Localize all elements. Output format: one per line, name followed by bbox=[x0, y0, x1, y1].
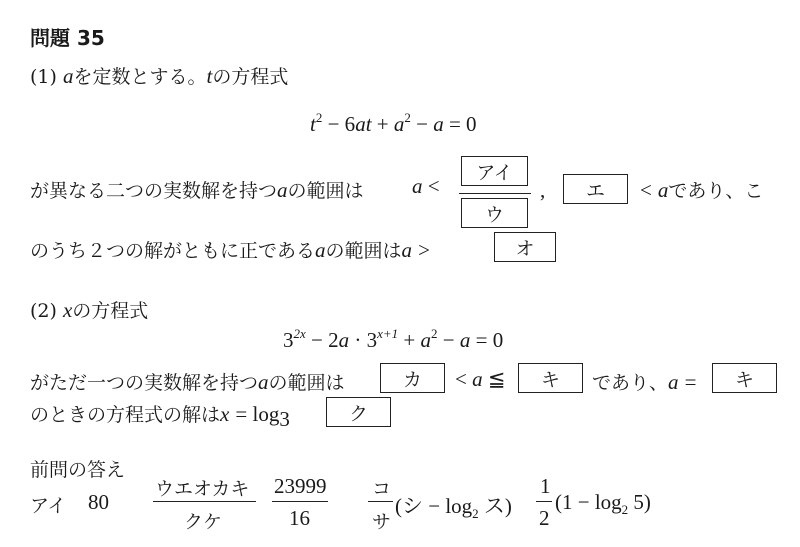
equation-2: $3^{2x} - 2a \cdot 3^{x+1} + a^2 - a = 0$ bbox=[283, 326, 504, 352]
part1-line2-text: が異なる二つの実数解を持つaの範囲は bbox=[30, 178, 364, 202]
answer-box-ku[interactable]: ク bbox=[326, 397, 391, 427]
part2-line2-text: がただ一つの実数解を持つaの範囲は bbox=[30, 370, 345, 394]
answer-box-ki[interactable]: キ bbox=[518, 363, 583, 393]
previous-answers-heading: 前問の答え bbox=[30, 459, 126, 481]
answer-frac2-bar bbox=[272, 501, 328, 502]
answer-box-ka[interactable]: カ bbox=[380, 363, 445, 393]
part1-intro: (1) aを定数とする。tの方程式 bbox=[30, 64, 289, 88]
answer-frac2-den: 16 bbox=[289, 506, 310, 530]
answer-frac4-den: 2 bbox=[539, 506, 550, 530]
answer-box-o[interactable]: オ bbox=[494, 232, 556, 262]
answer-frac2-num: 23999 bbox=[274, 474, 327, 498]
answer-frac1-bar bbox=[153, 501, 256, 502]
part1-line2-end: < aであり、こ bbox=[640, 178, 764, 202]
answer-frac1-num: ウエオカキ bbox=[155, 478, 250, 500]
answer-frac4-bar bbox=[536, 501, 552, 502]
answer-frac3-num: コ bbox=[372, 478, 392, 500]
part2-label: (2) bbox=[30, 300, 57, 322]
answer-frac1-den: クケ bbox=[184, 511, 223, 533]
part1-label: (1) bbox=[30, 66, 57, 88]
answer-box-ki-2[interactable]: キ bbox=[712, 363, 777, 393]
answer-box-e[interactable]: エ bbox=[563, 174, 628, 204]
answer-ai-label: アイ bbox=[30, 495, 67, 517]
part2-line3-text: のときの方程式の解は$x = \log_3$ bbox=[30, 402, 290, 431]
answer-expr3: (シ − $\log_2$ ス) bbox=[395, 494, 512, 521]
problem-title: 問題 35 bbox=[30, 26, 105, 50]
part2-lt-a-leq: < a ≦ bbox=[455, 367, 506, 391]
answer-box-u[interactable]: ウ bbox=[461, 198, 528, 228]
part1-line3-text: のうち２つの解がともに正であるaの範囲はa > bbox=[30, 238, 430, 262]
comma: , bbox=[540, 178, 546, 202]
part1-lt: a < bbox=[412, 174, 440, 198]
answer-frac4-num: 1 bbox=[540, 474, 551, 498]
fraction-bar-ai-u bbox=[459, 193, 531, 194]
answer-box-ai[interactable]: アイ bbox=[461, 156, 528, 186]
part2-intro: (2) xの方程式 bbox=[30, 298, 149, 322]
answer-expr4: $(1 - \log_2 5)$ bbox=[555, 490, 651, 517]
answer-frac3-den: サ bbox=[372, 511, 392, 533]
part2-line2-post: であり、a = bbox=[592, 370, 697, 394]
answer-frac3-bar bbox=[368, 501, 393, 502]
equation-1: $t^2 - 6at + a^2 - a = 0$ bbox=[310, 110, 477, 136]
answer-ai-value: 80 bbox=[88, 490, 109, 514]
